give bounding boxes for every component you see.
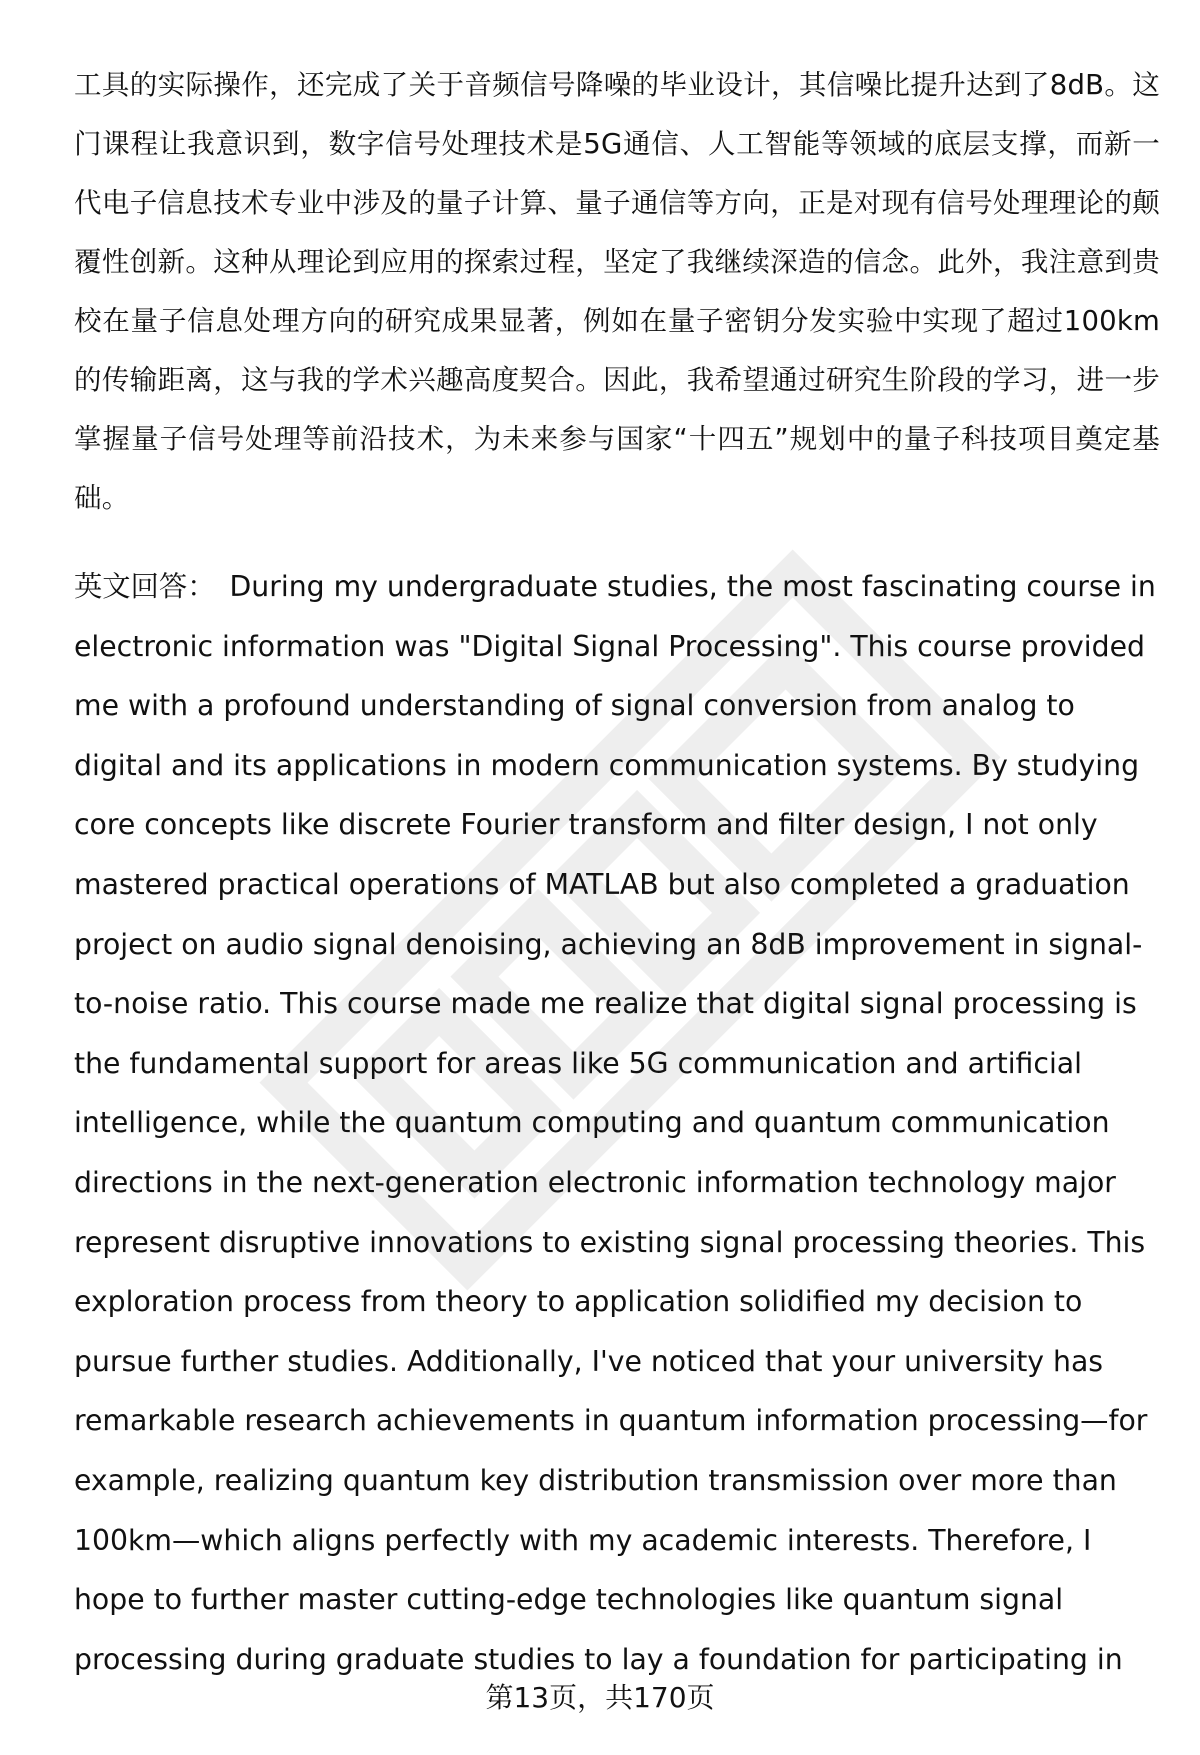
english-answer-paragraph: [74, 557, 1160, 1689]
page-number-footer: 第13页，共170页: [485, 1681, 715, 1714]
chinese-answer-paragraph: 工具的实际操作，还完成了关于音频信号降噪的毕业设计，其信噪比提升达到了8dB。这门课程让我意识到，数字信号处理技术是5G通信、人工智能等领域的底层支撑，而新一代电子信息技术专业中涉及的量子计算、量子通信等方向，正是对现有信号处理理论的颠覆性创新。这种从理论到应用的探索过程，坚定了我继续深造的信念。此外，我注意到贵校在量子信息处理方向的研究成果显著，例如在量子密钥分发实验中实现了超过100km的传输距离，这与我的学术兴趣高度契合。因此，我希望通过研究生阶段的学习，进一步掌握量子信号处理等前沿技术，为未来参与国家“十四五”规划中的量子科技项目奠定基础。: [74, 69, 1160, 514]
english-answer-label: 英文回答：: [74, 570, 216, 603]
english-answer-text: During my undergraduate studies, the most fascinating course in electronic information was "Digital Signal Processing". This course provided me with a profound understanding of signal conversion from analog to digital and its applications in modern communication systems. By studying core concepts like discrete Fourier transform and filter design, I not only mastered practical operations of MATLAB but also completed a graduation project on audio signal denoising, achieving an 8dB improvement in signal-to-noise ratio. This course made me realize that digital signal processing is the fundamental support for areas like 5G communication and artificial intelligence, while the quantum computing and quantum communication directions in the next-generation electronic information technology major represent disruptive innovations to existing signal processing theories. This exploration process from theory to application solidified my decision to pursue further studies. Additionally, I've noticed that your university has remarkable research achievements in quantum information processing—for example, realizing quantum key distribution transmission over more than 100km—which aligns perfectly with my academic interests. Therefore, I hope to further master cutting-edge technologies like quantum signal processing during graduate studies to lay a foundation for participating in: [74, 570, 1156, 1676]
document-body: [74, 56, 1160, 1689]
